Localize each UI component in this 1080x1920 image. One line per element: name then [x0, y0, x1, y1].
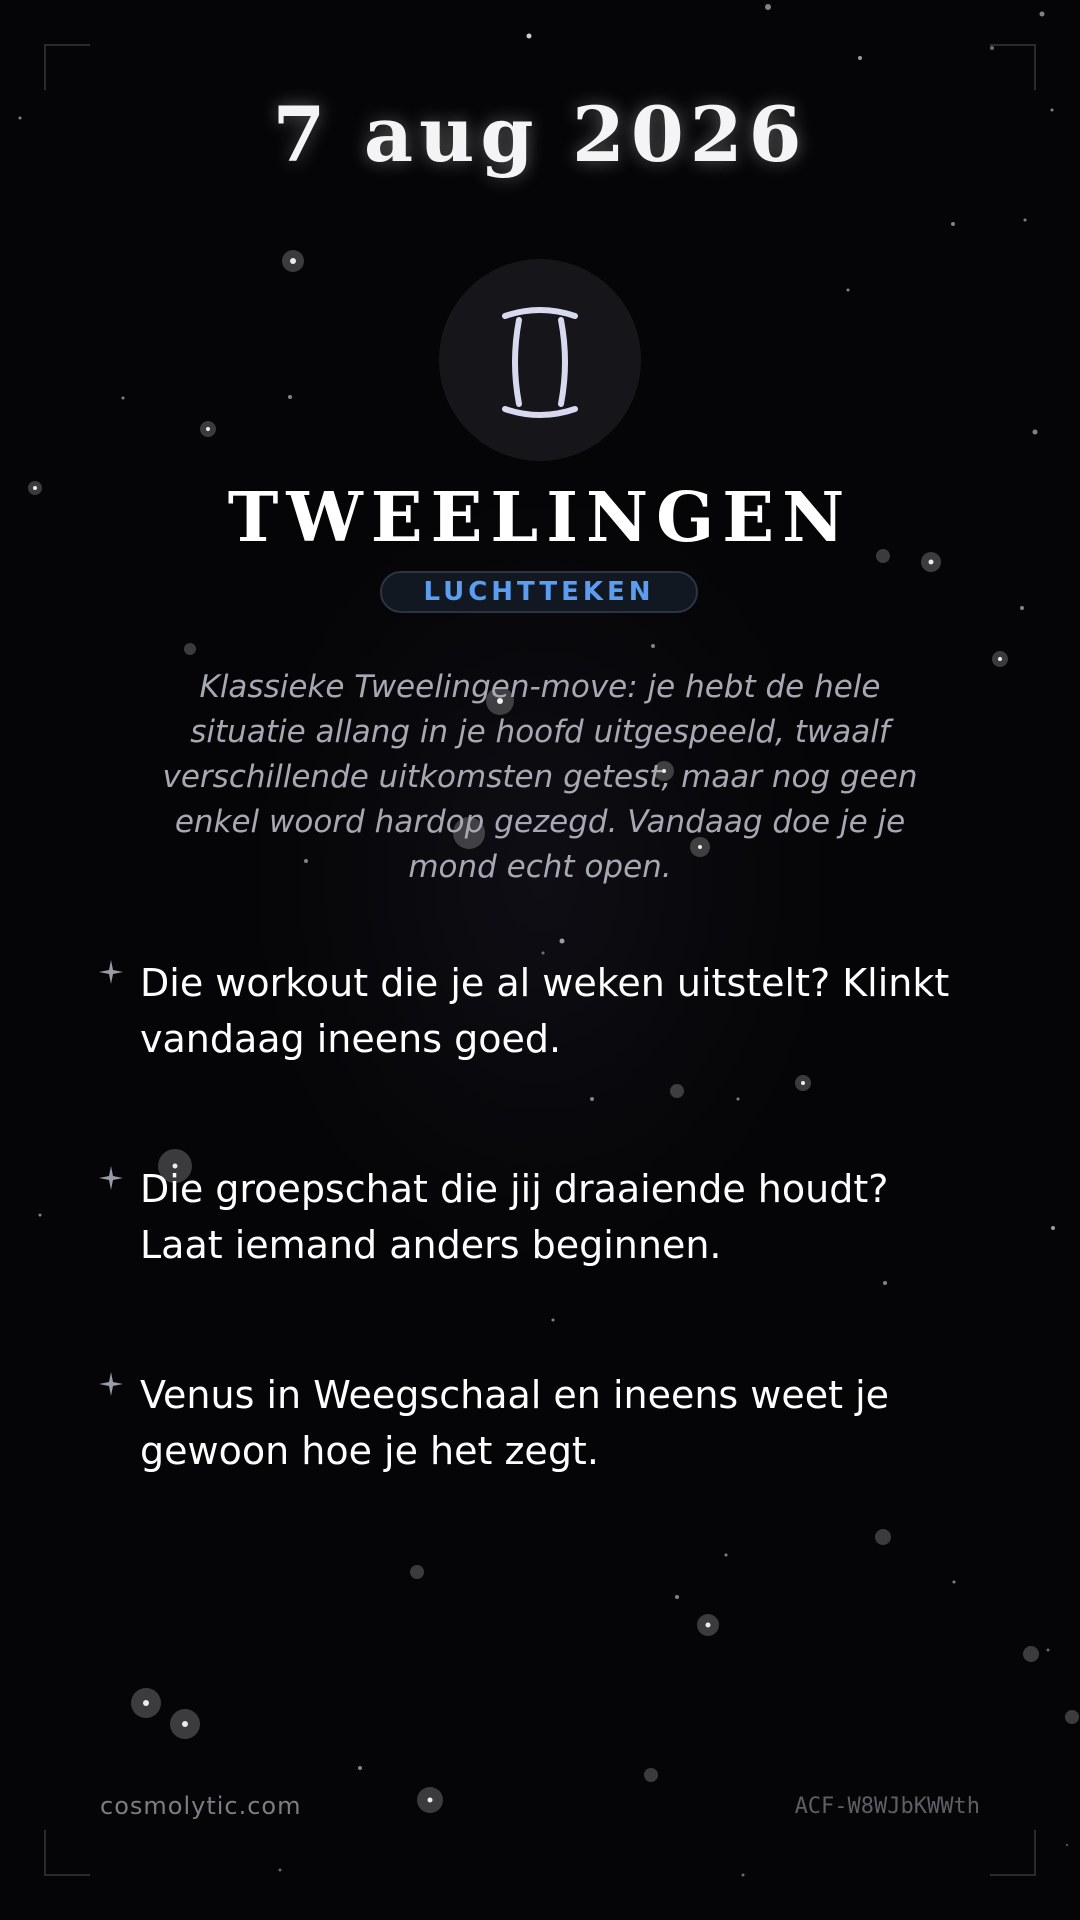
list-item-text: Die workout die je al weken uitstelt? Klinkt vandaag ineens goed.: [140, 961, 950, 1061]
sparkle-icon: [98, 959, 124, 985]
horoscope-intro: Klassieke Tweelingen-move: je hebt de hele situatie allang in je hoofd uitgespeeld, twaalf verschillende uitkomsten getest, maar nog geen enkel woord hardop gezegd. Vandaag doe je je mond echt open.: [162, 669, 918, 885]
footer-reference-code: ACF-W8WJbKWWth: [794, 1794, 980, 1819]
list-item-text: Die groepschat die jij draaiende houdt? Laat iemand anders beginnen.: [140, 1167, 889, 1267]
list-item-text: Venus in Weegschaal en ineens weet je gewoon hoe je het zegt.: [140, 1373, 890, 1473]
sparkle-icon: [98, 1165, 124, 1191]
element-badge: LUCHTTEKEN: [380, 571, 698, 613]
date-heading: 7 aug 2026: [272, 90, 808, 179]
footer-site-link[interactable]: cosmolytic.com: [100, 1792, 302, 1820]
sign-name: TWEELINGEN: [227, 478, 853, 558]
sparkle-icon: [98, 1371, 124, 1397]
